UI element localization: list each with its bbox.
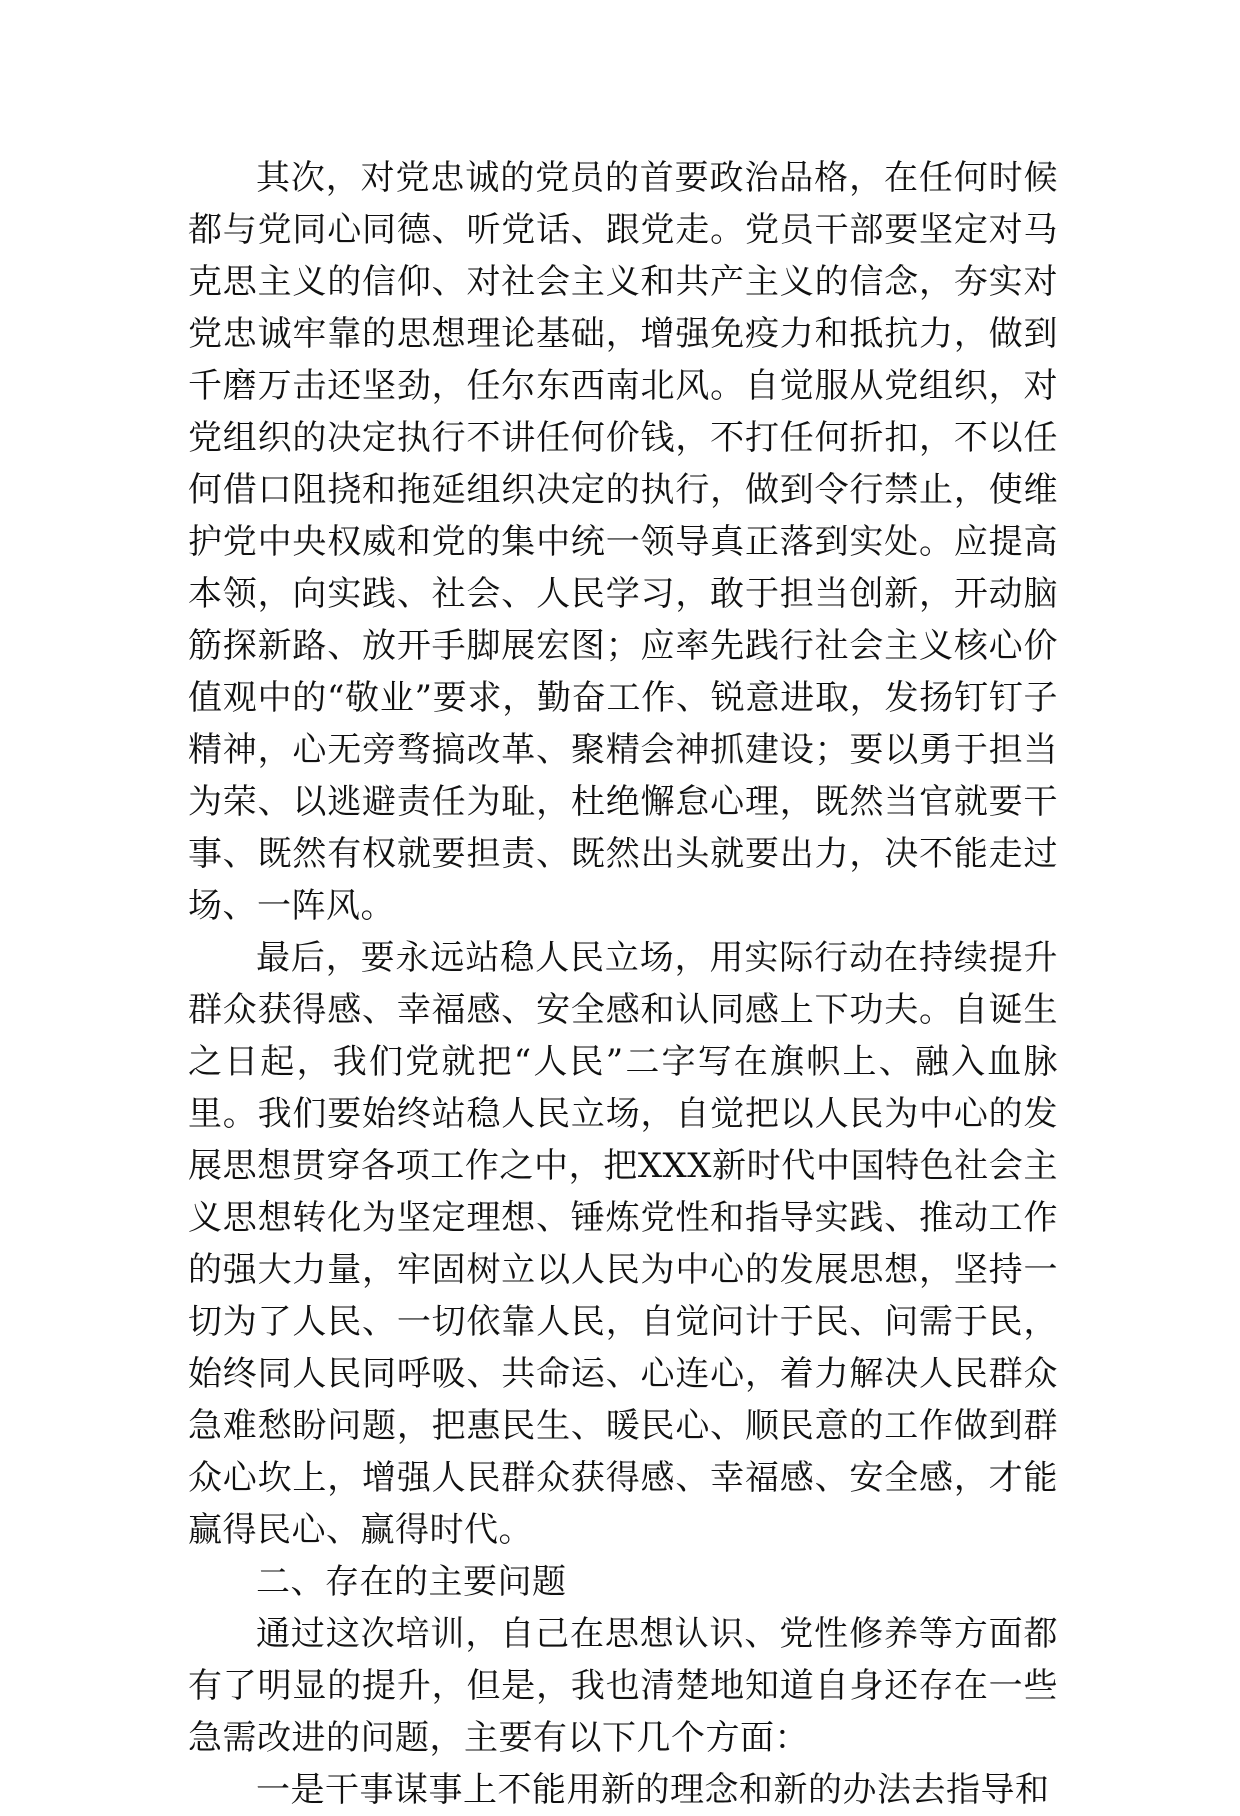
section-heading: 二、存在的主要问题	[256, 1562, 567, 1602]
paragraph-loyalty: 其次，对党忠诚的党员的首要政治品格，在任何时候都与党同心同德、听党话、跟党走。党员干部要坚定对马克思主义的信仰、对社会主义和共产主义的信念，夯实对党忠诚牢靠的思想理论基础，增强免疫力和抵抗力，做到千磨万击还坚劲，任尔东西南北风。自觉服从党组织，对党组织的决定执行不讲任何价钱，不打任何折扣，不以任何借口阻挠和拖延组织决定的执行，做到令行禁止，使维护党中央权威和党的集中统一领导真正落到实处。应提高本领，向实践、社会、人民学习，敢于担当创新，开动脑筋探新路、放开手脚展宏图；应率先践行社会主义核心价值观中的“敬业”要求，勤奋工作、锐意进取，发扬钉钉子精神，心无旁骛搞改革、聚精会神抓建设；要以勇于担当为荣、以逃避责任为耻，杜绝懈怠心理，既然当官就要干事、既然有权就要担责、既然出头就要出力，决不能走过场、一阵风。	[188, 158, 1058, 926]
paragraph-problem-one: 一是干事谋事上不能用新的理念和新的办法去指导和	[256, 1770, 1050, 1810]
paragraph-training: 通过这次培训，自己在思想认识、党性修养等方面都有了明显的提升，但是，我也清楚地知道自身还存在一些急需改进的问题，主要有以下几个方面：	[188, 1614, 1058, 1758]
document-body	[188, 152, 1058, 1816]
paragraph-people-stance: 最后，要永远站稳人民立场，用实际行动在持续提升群众获得感、幸福感、安全感和认同感上下功夫。自诞生之日起，我们党就把“人民”二字写在旗帜上、融入血脉里。我们要始终站稳人民立场，自觉把以人民为中心的发展思想贯穿各项工作之中，把XXX新时代中国特色社会主义思想转化为坚定理想、锤炼党性和指导实践、推动工作的强大力量，牢固树立以人民为中心的发展思想，坚持一切为了人民、一切依靠人民，自觉问计于民、问需于民，始终同人民同呼吸、共命运、心连心，着力解决人民群众急难愁盼问题，把惠民生、暖民心、顺民意的工作做到群众心坎上，增强人民群众获得感、幸福感、安全感，才能赢得民心、赢得时代。	[188, 938, 1058, 1550]
